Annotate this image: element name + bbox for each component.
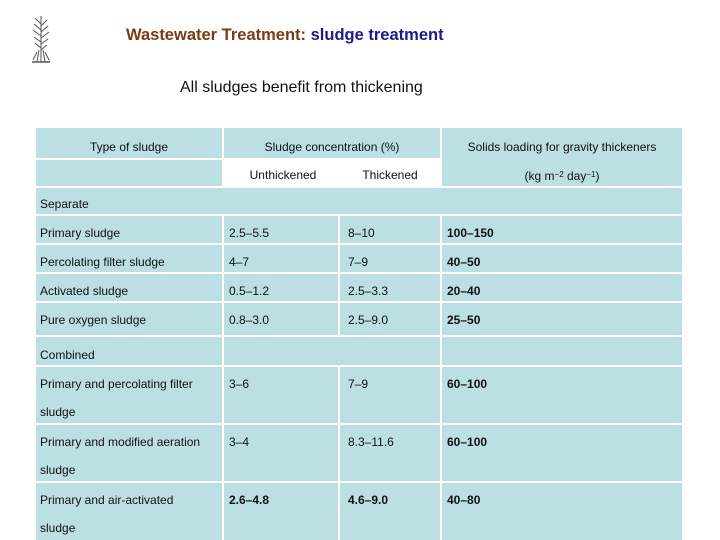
column-divider bbox=[338, 367, 340, 540]
header-type-cell-2 bbox=[36, 160, 222, 186]
cell-thickened: 7–9 bbox=[348, 255, 369, 269]
cell-type: Primary and modified aeration bbox=[40, 435, 201, 449]
cell-thickened: 8–10 bbox=[348, 226, 375, 240]
table-row bbox=[36, 367, 682, 423]
cell-type: Primary and percolating filter bbox=[40, 377, 193, 391]
header-loading-unit: (kg $m^{-2}$ day$^{-1}$) bbox=[524, 169, 600, 183]
cell-thickened: 2.5–9.0 bbox=[348, 313, 389, 327]
header-sludge-concentration: Sludge concentration (%) bbox=[264, 140, 400, 154]
cell-type: Percolating filter sludge bbox=[40, 255, 165, 269]
group-label-separate: Separate bbox=[40, 197, 89, 211]
page-subtitle: All sludges benefit from thickening bbox=[180, 79, 423, 96]
page-title: Wastewater Treatment: sludge treatment bbox=[126, 26, 444, 44]
cell-type-line2: sludge bbox=[40, 521, 76, 535]
cell-type: Primary and air-activated bbox=[40, 493, 174, 507]
cell-type: Activated sludge bbox=[40, 284, 129, 298]
cell-thickened: 2.5–3.3 bbox=[348, 284, 389, 298]
header-solids-loading: Solids loading for gravity thickeners bbox=[467, 140, 657, 154]
cell-type: Primary sludge bbox=[40, 226, 121, 240]
cell-thickened: 7–9 bbox=[348, 377, 369, 391]
group-label-combined: Combined bbox=[40, 348, 95, 362]
cell-type-line2: sludge bbox=[40, 405, 76, 419]
cell-thickened: 8.3–11.6 bbox=[348, 435, 394, 449]
cell-unthickened: 4–7 bbox=[229, 255, 250, 269]
group-row-separate bbox=[36, 188, 682, 214]
group-row-combined-fill bbox=[224, 337, 682, 365]
table-row bbox=[36, 425, 682, 481]
cell-type-line2: sludge bbox=[40, 463, 76, 477]
column-divider bbox=[222, 216, 224, 540]
cell-loading: 40–50 bbox=[447, 255, 481, 269]
cell-unthickened: 3–6 bbox=[229, 377, 250, 391]
table-row bbox=[36, 483, 682, 540]
cell-loading: 100–150 bbox=[447, 226, 494, 240]
cell-loading: 25–50 bbox=[447, 313, 481, 327]
cell-type: Pure oxygen sludge bbox=[40, 313, 147, 327]
column-divider bbox=[338, 216, 340, 335]
header-thickened: Thickened bbox=[362, 168, 418, 182]
cell-unthickened: 0.8–3.0 bbox=[229, 313, 270, 327]
cell-unthickened: 2.6–4.8 bbox=[229, 493, 270, 507]
header-unthickened: Unthickened bbox=[249, 168, 317, 182]
header-type-of-sludge: Type of sludge bbox=[89, 140, 169, 154]
cell-loading: 20–40 bbox=[447, 284, 481, 298]
cell-thickened: 4.6–9.0 bbox=[348, 493, 389, 507]
column-divider bbox=[440, 216, 442, 540]
reed-plant-icon bbox=[28, 10, 54, 64]
cell-unthickened: 0.5–1.2 bbox=[229, 284, 270, 298]
cell-loading: 60–100 bbox=[447, 435, 488, 449]
cell-unthickened: 2.5–5.5 bbox=[229, 226, 270, 240]
cell-unthickened: 3–4 bbox=[229, 435, 250, 449]
cell-loading: 40–80 bbox=[447, 493, 481, 507]
cell-loading: 60–100 bbox=[447, 377, 488, 391]
